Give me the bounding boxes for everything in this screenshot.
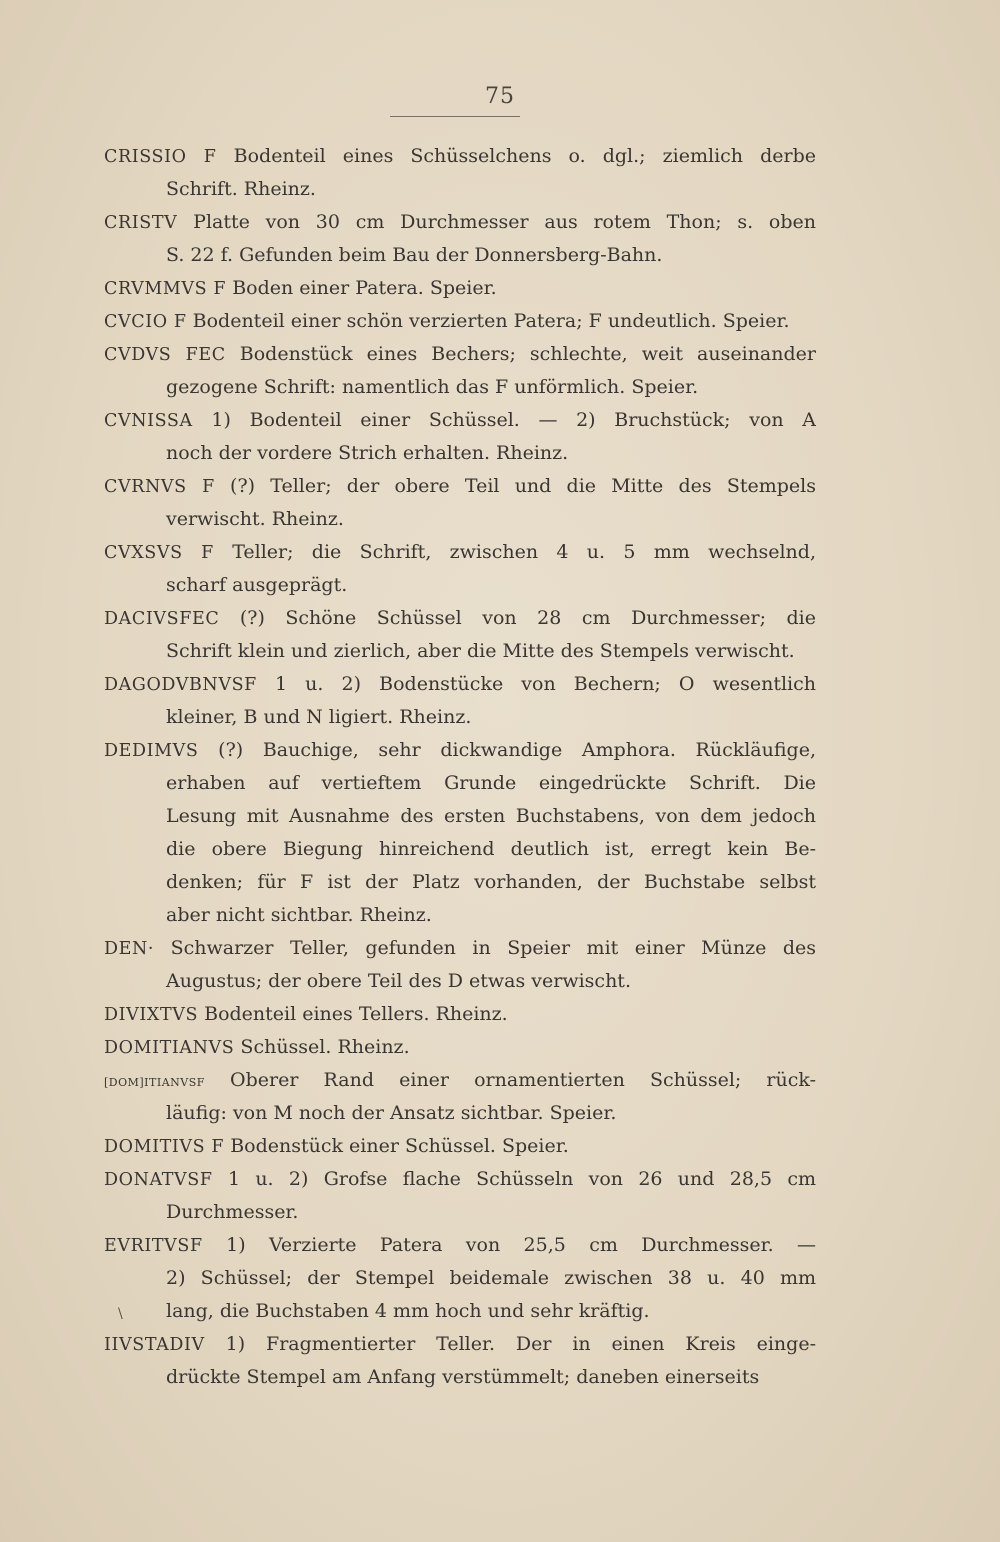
entry-text: Durchmesser. <box>166 1201 299 1223</box>
entry-text: (?) Schöne Schüssel von 28 cm Durchmesser; die <box>239 607 816 629</box>
potter-stamp: CVNISSA <box>104 411 193 431</box>
entry-text: 1) Bodenteil einer Schüssel. — 2) Bruchstück; von A <box>211 409 816 431</box>
potter-stamp: DAGODVBNVSF <box>104 675 257 695</box>
catalog-entry <box>104 602 816 668</box>
entry-first-line <box>104 998 816 1031</box>
catalog-entry <box>104 1328 816 1394</box>
potter-stamp: CVRNVS F <box>104 477 215 497</box>
catalog-entry <box>104 668 816 734</box>
entry-continuation-line <box>104 965 816 998</box>
entry-text: verwischt. Rheinz. <box>166 508 344 530</box>
entry-first-line <box>104 1130 816 1163</box>
entry-first-line <box>104 272 816 305</box>
potter-stamp: [DOM]ITIANVSF <box>104 1076 205 1089</box>
entry-continuation-line <box>104 569 816 602</box>
page-number-rule <box>390 116 520 117</box>
entry-first-line <box>104 140 816 173</box>
entry-text: Bodenteil einer schön verzierten Patera; F undeutlich. Speier. <box>192 310 790 332</box>
potter-stamp: DIVIXTVS <box>104 1005 199 1025</box>
entry-continuation-line <box>104 1361 816 1394</box>
entry-text: Boden einer Patera. Speier. <box>232 277 497 299</box>
potter-stamp: CVXSVS F <box>104 543 214 563</box>
page-number: 75 <box>485 84 515 109</box>
entry-continuation-line <box>104 899 816 932</box>
entry-text: lang, die Buchstaben 4 mm hoch und sehr kräftig. <box>166 1300 650 1322</box>
potter-stamp: CVDVS FEC <box>104 345 226 365</box>
entry-continuation-line <box>104 503 816 536</box>
entry-text: (?) Teller; der obere Teil und die Mitte des Stempels <box>230 475 816 497</box>
entry-text: Platte von 30 cm Durchmesser aus rotem Thon; s. oben <box>193 211 816 233</box>
entry-continuation-line <box>104 371 816 404</box>
entry-continuation-line <box>104 1262 816 1295</box>
catalog-entry <box>104 305 816 338</box>
entry-first-line <box>104 668 816 701</box>
entry-first-line <box>104 536 816 569</box>
entry-text: Schrift. Rheinz. <box>166 178 316 200</box>
entry-text: Augustus; der obere Teil des D etwas verwischt. <box>166 970 631 992</box>
entry-text: erhaben auf vertieftem Grunde eingedrückte Schrift. Die <box>166 772 816 794</box>
entry-first-line <box>104 206 816 239</box>
entry-text: Bodenteil eines Tellers. Rheinz. <box>204 1003 508 1025</box>
entry-text: noch der vordere Strich erhalten. Rheinz. <box>166 442 569 464</box>
entry-text: läufig: von M noch der Ansatz sichtbar. Speier. <box>166 1102 617 1124</box>
entry-continuation-line <box>104 635 816 668</box>
potter-stamp: CRISTV <box>104 213 178 233</box>
entry-text: gezogene Schrift: namentlich das F unförmlich. Speier. <box>166 376 699 398</box>
entry-text: Oberer Rand einer ornamentierten Schüssel; rück- <box>230 1069 816 1091</box>
entry-text: 1 u. 2) Bodenstücke von Bechern; O wesentlich <box>275 673 816 695</box>
entry-text: Schwarzer Teller, gefunden in Speier mit einer Münze des <box>170 937 816 959</box>
catalog-entry <box>104 404 816 470</box>
potter-stamp: DOMITIVS F <box>104 1137 225 1157</box>
entry-text: aber nicht sichtbar. Rheinz. <box>166 904 432 926</box>
entry-continuation-line <box>104 437 816 470</box>
entry-continuation-line <box>104 173 816 206</box>
catalog-entry <box>104 734 816 932</box>
entry-text: Lesung mit Ausnahme des ersten Buchstabens, von dem jedoch <box>166 805 816 827</box>
entry-text: die obere Biegung hinreichend deutlich ist, erregt kein Be- <box>166 838 816 860</box>
entry-first-line <box>104 1328 816 1361</box>
catalog-entry <box>104 140 816 206</box>
entry-text: Bodenstück einer Schüssel. Speier. <box>230 1135 569 1157</box>
entry-text: denken; für F ist der Platz vorhanden, der Buchstabe selbst <box>166 871 816 893</box>
entry-continuation-line <box>104 800 816 833</box>
potter-stamp: DACIVSFEC <box>104 609 220 629</box>
catalog-entry <box>104 998 816 1031</box>
entry-first-line <box>104 1163 816 1196</box>
entry-text: 1) Fragmentierter Teller. Der in einen Kreis einge- <box>225 1333 816 1355</box>
entry-text: Bodenteil eines Schüsselchens o. dgl.; ziemlich derbe <box>233 145 816 167</box>
potter-stamp: DONATVSF <box>104 1170 213 1190</box>
entry-text: 1) Verzierte Patera von 25,5 cm Durchmesser. — <box>226 1234 816 1256</box>
potter-stamp: DEDIMVS <box>104 741 199 761</box>
entry-text: S. 22 f. Gefunden beim Bau der Donnersberg-Bahn. <box>166 244 663 266</box>
entry-continuation-line <box>104 239 816 272</box>
entry-continuation-line <box>104 701 816 734</box>
potter-stamp: CRISSIO F <box>104 147 217 167</box>
entry-text: Schrift klein und zierlich, aber die Mitte des Stempels verwischt. <box>166 640 795 662</box>
catalog-entry <box>104 470 816 536</box>
potter-stamp: IIVSTADIV <box>104 1335 205 1355</box>
entry-continuation-line <box>104 866 816 899</box>
potter-stamp: DEN· <box>104 939 155 959</box>
potter-stamp: CVCIO F <box>104 312 187 332</box>
potter-stamp: DOMITIANVS <box>104 1038 235 1058</box>
stamp-catalog-entries <box>104 140 816 1394</box>
catalog-entry <box>104 932 816 998</box>
entry-first-line <box>104 602 816 635</box>
catalog-entry <box>104 1031 816 1064</box>
catalog-entry <box>104 1163 816 1229</box>
entry-continuation-line <box>104 1295 816 1328</box>
entry-continuation-line <box>104 1097 816 1130</box>
entry-text: (?) Bauchige, sehr dickwandige Amphora. Rückläufige, <box>218 739 816 761</box>
entry-first-line <box>104 1031 816 1064</box>
entry-text: 2) Schüssel; der Stempel beidemale zwischen 38 u. 40 mm <box>166 1267 816 1289</box>
entry-first-line <box>104 932 816 965</box>
catalog-entry <box>104 338 816 404</box>
catalog-entry <box>104 206 816 272</box>
catalog-entry <box>104 272 816 305</box>
potter-stamp: EVRITVSF <box>104 1236 203 1256</box>
catalog-entry <box>104 1229 816 1328</box>
catalog-entry <box>104 1064 816 1130</box>
entry-text: drückte Stempel am Anfang verstümmelt; daneben einerseits <box>166 1366 760 1388</box>
margin-mark: \ <box>118 1306 123 1322</box>
entry-text: Schüssel. Rheinz. <box>240 1036 410 1058</box>
entry-first-line <box>104 305 816 338</box>
entry-text: Teller; die Schrift, zwischen 4 u. 5 mm wechselnd, <box>232 541 816 563</box>
entry-continuation-line <box>104 1196 816 1229</box>
entry-text: Bodenstück eines Bechers; schlechte, weit auseinander <box>239 343 816 365</box>
entry-first-line <box>104 470 816 503</box>
catalog-entry <box>104 1130 816 1163</box>
entry-first-line <box>104 734 816 767</box>
entry-text: scharf ausgeprägt. <box>166 574 348 596</box>
entry-continuation-line <box>104 767 816 800</box>
entry-text: 1 u. 2) Grofse flache Schüsseln von 26 und 28,5 cm <box>227 1168 816 1190</box>
catalog-entry <box>104 536 816 602</box>
potter-stamp: CRVMMVS F <box>104 279 227 299</box>
entry-first-line <box>104 404 816 437</box>
entry-text: kleiner, B und N ligiert. Rheinz. <box>166 706 472 728</box>
entry-first-line <box>104 338 816 371</box>
entry-first-line <box>104 1229 816 1262</box>
entry-continuation-line <box>104 833 816 866</box>
entry-first-line <box>104 1064 816 1097</box>
